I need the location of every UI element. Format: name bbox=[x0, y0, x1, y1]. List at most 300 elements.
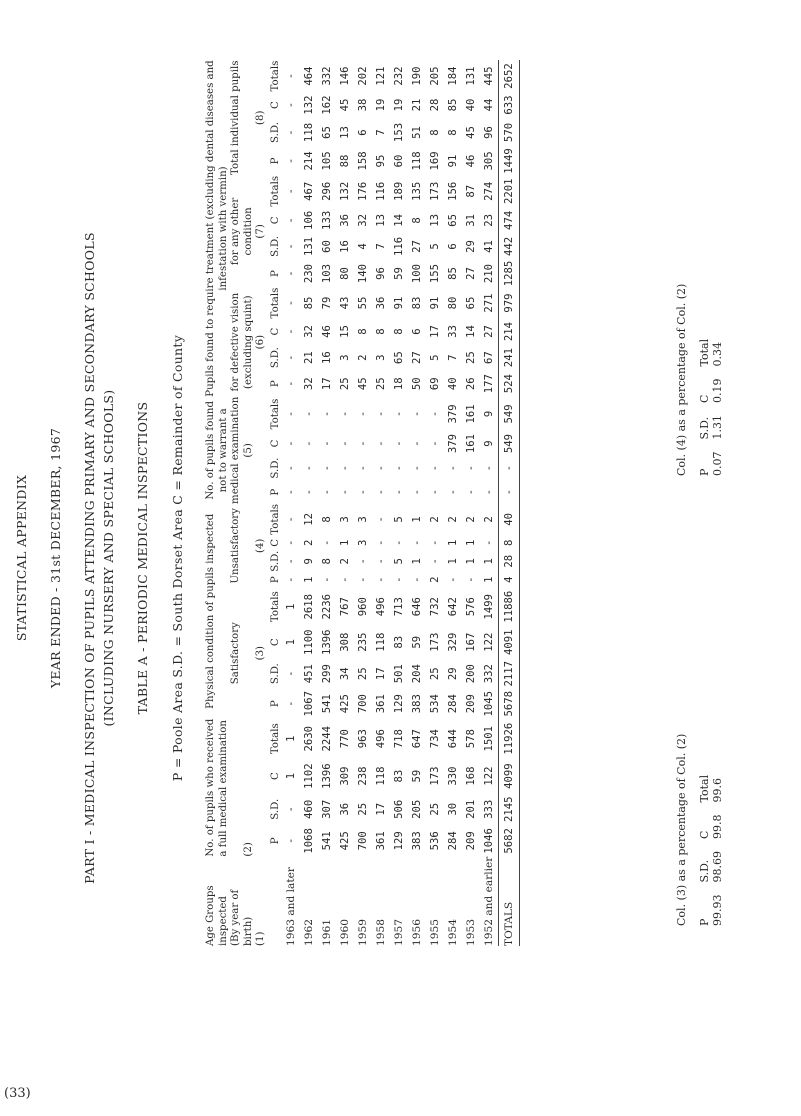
col7-cell: 60 bbox=[321, 240, 333, 253]
col4-header-line bbox=[243, 504, 256, 588]
col3-cell: 1045 bbox=[483, 690, 495, 717]
col3-cell: 25 bbox=[429, 667, 441, 681]
note-col4-title: Col. (4) as a percentage of Col. (2) bbox=[675, 283, 688, 476]
col4-cell: - bbox=[339, 576, 351, 583]
col6-cell: 36 bbox=[375, 296, 387, 310]
col4-cell: 8 bbox=[321, 516, 333, 523]
col5-cell: - bbox=[339, 410, 351, 418]
col3-cell: 329 bbox=[447, 632, 459, 652]
col4-cell: - bbox=[483, 539, 495, 546]
table-row bbox=[390, 60, 408, 946]
col4-cell: 2 bbox=[447, 516, 459, 523]
col3-cell: 235 bbox=[357, 632, 369, 652]
table-row bbox=[426, 60, 444, 946]
note-col3-labels bbox=[698, 763, 711, 926]
col7-cell: 8 bbox=[411, 217, 423, 224]
col8-cell: 131 bbox=[465, 66, 477, 86]
col6-cell: 27 bbox=[483, 325, 495, 338]
col4-cell: - bbox=[429, 558, 441, 565]
col3-cell: 167 bbox=[465, 632, 477, 652]
col7-cell: 135 bbox=[411, 181, 423, 201]
col8-header-line bbox=[243, 60, 256, 175]
table-row bbox=[282, 60, 300, 946]
col5-cell: - bbox=[499, 480, 520, 504]
col5-cell: - bbox=[357, 489, 369, 496]
col8-cell: 46 bbox=[465, 154, 477, 168]
col4-cell: - bbox=[285, 516, 297, 523]
col3-cell: 732 bbox=[429, 597, 441, 617]
col8-cell: 85 bbox=[447, 98, 459, 112]
col8-cell: 205 bbox=[429, 66, 441, 86]
col7-cell: 1285 bbox=[499, 259, 520, 287]
col2-cell: 1046 bbox=[483, 828, 495, 854]
col6-cell: 85 bbox=[303, 296, 315, 310]
col7-cell: 5 bbox=[429, 243, 441, 250]
col2-cell: 1501 bbox=[483, 725, 495, 752]
col7-cell: 173 bbox=[429, 181, 441, 201]
table-row bbox=[318, 60, 336, 946]
col8-cell: 45 bbox=[465, 126, 477, 139]
age-group-cell: 1953 bbox=[465, 919, 477, 946]
note-value: 98.69 bbox=[711, 851, 724, 883]
col6-sub-sd: S.D. bbox=[269, 347, 281, 369]
col7-cell: 189 bbox=[393, 181, 405, 201]
col5-cell: - bbox=[429, 464, 441, 472]
table-row bbox=[408, 60, 426, 946]
col3-cell: - bbox=[285, 670, 297, 677]
col2-header-line: a full medical examination bbox=[217, 720, 229, 857]
col7-cell: 27 bbox=[465, 267, 477, 280]
col4-cell: 5 bbox=[393, 516, 405, 523]
col7-cell: 85 bbox=[447, 267, 459, 280]
col8-cell: - bbox=[285, 72, 297, 80]
col2-cell: 2145 bbox=[499, 793, 520, 825]
col5-cell: - bbox=[375, 464, 387, 472]
col8-cell: 8 bbox=[447, 129, 459, 136]
col2-cell: 36 bbox=[339, 802, 351, 816]
age-sub-blank bbox=[268, 857, 283, 946]
col5-cell: - bbox=[483, 489, 495, 496]
col2-cell: 1068 bbox=[303, 828, 315, 854]
col2-cell: 541 bbox=[321, 831, 333, 851]
col6-cell: 3 bbox=[339, 354, 351, 361]
col6-cell: 8 bbox=[375, 328, 387, 335]
col5-cell: - bbox=[393, 489, 405, 496]
col4-cell: 1 bbox=[483, 558, 495, 565]
col8-cell: 570 bbox=[499, 118, 520, 146]
col6-cell: 5 bbox=[429, 354, 441, 361]
col3-cell: 83 bbox=[393, 635, 405, 649]
col4-cell: 3 bbox=[357, 539, 369, 546]
col6-cell: - bbox=[285, 354, 297, 361]
col5-cell: - bbox=[321, 464, 333, 472]
col4-cell: - bbox=[393, 576, 405, 583]
col5-cell: - bbox=[447, 464, 459, 472]
col8-cell: 51 bbox=[411, 126, 423, 139]
col3-cell: 173 bbox=[429, 632, 441, 652]
col8-cell: 60 bbox=[393, 154, 405, 168]
col4-cell: 1 bbox=[465, 539, 477, 546]
col3-sub-p: P bbox=[269, 700, 281, 708]
note-value: 0.19 bbox=[711, 378, 724, 403]
col2-cell: 30 bbox=[447, 802, 459, 816]
col6-cell: 18 bbox=[393, 377, 405, 391]
col5-cell: - bbox=[321, 440, 333, 447]
treatment-header-line: Pupils found to require treatment (excluding dental diseases and bbox=[205, 60, 216, 397]
col5-header-line: No. of pupils found bbox=[205, 401, 216, 500]
col8-cell: 445 bbox=[483, 66, 495, 86]
col4-sub-totals: Totals bbox=[269, 503, 281, 535]
age-header-line: (By year of bbox=[230, 889, 241, 946]
col3-cell: 17 bbox=[375, 667, 387, 681]
col2-cell: 1396 bbox=[321, 763, 333, 789]
col7-sub-sd: S.D. bbox=[269, 236, 281, 257]
col6-cell: 80 bbox=[447, 296, 459, 310]
col6-cell: 21 bbox=[303, 351, 315, 364]
age-group-cell: 1954 bbox=[447, 919, 459, 946]
col6-cell: 524 bbox=[499, 371, 520, 397]
col3-sub-c: C bbox=[269, 638, 281, 647]
treatment-header bbox=[205, 60, 230, 396]
col2-cell: 578 bbox=[465, 729, 477, 749]
col7-cell: 65 bbox=[447, 213, 459, 227]
col2-cell: 770 bbox=[339, 729, 351, 749]
col7-cell: 36 bbox=[339, 213, 351, 227]
col5-cell: 9 bbox=[483, 440, 495, 447]
col8-header-line: (8) bbox=[255, 110, 266, 125]
col7-cell: 274 bbox=[483, 181, 495, 201]
note-label: P bbox=[698, 468, 711, 476]
col7-sub-p: P bbox=[269, 270, 281, 277]
col7-cell: 31 bbox=[465, 213, 477, 227]
col7-cell: 2201 bbox=[499, 175, 520, 207]
col3-cell: 11886 bbox=[499, 588, 520, 626]
col4-cell: 1 bbox=[411, 516, 423, 523]
col5-cell: - bbox=[285, 440, 297, 447]
col2-cell: 536 bbox=[429, 831, 441, 851]
col4-cell: - bbox=[285, 539, 297, 546]
note-value: 0.07 bbox=[711, 451, 724, 476]
col5-cell: - bbox=[393, 440, 405, 447]
note-value: 99.8 bbox=[711, 814, 724, 839]
col3-cell: 122 bbox=[483, 632, 495, 652]
col4-cell: 1 bbox=[465, 558, 477, 565]
col7-header bbox=[230, 175, 268, 287]
age-group-cell: 1959 bbox=[357, 919, 369, 946]
col7-cell: 59 bbox=[393, 267, 405, 280]
col7-cell: 29 bbox=[465, 240, 477, 253]
col7-cell: 116 bbox=[393, 236, 405, 257]
col3-cell: 200 bbox=[465, 664, 477, 684]
col5-cell: - bbox=[321, 410, 333, 418]
col6-cell: 271 bbox=[483, 293, 495, 313]
table-row bbox=[444, 60, 462, 946]
col2-sub-c: C bbox=[269, 772, 281, 780]
col6-cell: 79 bbox=[321, 296, 333, 310]
col6-cell: 979 bbox=[499, 288, 520, 319]
col2-sub-sd: S.D. bbox=[269, 798, 281, 820]
age-header-line: (1) bbox=[255, 931, 266, 946]
col6-cell: 214 bbox=[499, 319, 520, 345]
col6-cell: 241 bbox=[499, 345, 520, 371]
col3-header-line: (3) bbox=[255, 645, 266, 661]
col7-cell: 6 bbox=[447, 243, 459, 250]
col6-cell: 8 bbox=[393, 328, 405, 335]
col6-cell: 45 bbox=[357, 377, 369, 391]
col8-cell: 169 bbox=[429, 151, 441, 171]
col7-cell: 467 bbox=[303, 181, 315, 201]
table-row bbox=[480, 60, 499, 946]
col3-cell: 501 bbox=[393, 664, 405, 684]
col2-cell: 5682 bbox=[499, 825, 520, 857]
col3-cell: 118 bbox=[375, 632, 387, 652]
col2-header bbox=[205, 719, 268, 857]
col2-cell: 25 bbox=[429, 802, 441, 816]
col7-cell: 155 bbox=[429, 263, 441, 284]
col4-cell: 9 bbox=[303, 558, 315, 565]
col7-cell: - bbox=[285, 243, 297, 250]
col8-cell: 6 bbox=[357, 129, 369, 136]
col4-cell: 5 bbox=[393, 558, 405, 565]
col2-cell: 963 bbox=[357, 729, 369, 749]
periodic-medical-inspections-table bbox=[205, 60, 520, 946]
col8-cell: 7 bbox=[375, 129, 387, 136]
col6-cell: 3 bbox=[375, 354, 387, 361]
col5-cell: 379 bbox=[447, 404, 459, 424]
col5-cell: - bbox=[303, 440, 315, 447]
col6-cell: 91 bbox=[429, 296, 441, 310]
col5-cell: - bbox=[465, 464, 477, 472]
col3-cell: 59 bbox=[411, 635, 423, 649]
col8-cell: 332 bbox=[321, 66, 333, 86]
col5-cell: - bbox=[339, 440, 351, 447]
col8-cell: 105 bbox=[321, 151, 333, 171]
col3-header bbox=[230, 588, 268, 719]
col5-cell: - bbox=[465, 489, 477, 496]
col8-cell: 88 bbox=[339, 154, 351, 168]
note-col4 bbox=[675, 284, 724, 476]
col2-cell: 129 bbox=[393, 831, 405, 851]
col8-cell: - bbox=[285, 129, 297, 136]
col2-cell: 11926 bbox=[499, 719, 520, 759]
col2-sub-totals: Totals bbox=[269, 723, 281, 755]
age-group-cell: 1960 bbox=[339, 919, 351, 946]
title-part-one: PART I - MEDICAL INSPECTION OF PUPILS ATTENDING PRIMARY AND SECONDARY SCHOOLS bbox=[82, 232, 97, 884]
col4-cell: 1 bbox=[447, 539, 459, 546]
col5-cell: - bbox=[285, 410, 297, 418]
table-row bbox=[354, 60, 372, 946]
note-value: 99.93 bbox=[711, 894, 724, 926]
col6-cell: 25 bbox=[339, 377, 351, 391]
col8-cell: 162 bbox=[321, 95, 333, 115]
col2-cell: 333 bbox=[483, 799, 495, 819]
col8-cell: 232 bbox=[393, 66, 405, 86]
col3-cell: 204 bbox=[411, 664, 423, 684]
col6-cell: 6 bbox=[411, 328, 423, 335]
col7-cell: 442 bbox=[499, 233, 520, 259]
col4-cell: 1 bbox=[447, 558, 459, 565]
col8-cell: 153 bbox=[393, 122, 405, 143]
age-group-cell: 1958 bbox=[375, 919, 387, 946]
col3-cell: 2117 bbox=[499, 659, 520, 689]
col4-cell: - bbox=[465, 576, 477, 583]
col4-cell: - bbox=[321, 576, 333, 583]
col8-cell: 19 bbox=[375, 98, 387, 112]
table-row bbox=[372, 60, 390, 946]
col7-cell: 14 bbox=[393, 213, 405, 227]
col4-cell: - bbox=[357, 576, 369, 583]
col3-header-line: Satisfactory bbox=[230, 622, 241, 685]
col3-cell: 1 bbox=[285, 639, 297, 646]
note-label: C bbox=[698, 830, 711, 839]
col5-cell: 549 bbox=[499, 397, 520, 431]
col8-cell: - bbox=[285, 101, 297, 109]
col7-cell: - bbox=[285, 270, 297, 277]
col7-cell: - bbox=[285, 188, 297, 195]
col8-cell: 190 bbox=[411, 66, 423, 86]
col7-cell: 230 bbox=[303, 263, 315, 284]
col3-cell: 361 bbox=[375, 694, 387, 714]
col8-cell: 118 bbox=[303, 122, 315, 143]
col6-cell: 26 bbox=[465, 377, 477, 391]
col3-cell: 308 bbox=[339, 632, 351, 652]
col7-cell: 16 bbox=[339, 240, 351, 253]
col6-cell: - bbox=[285, 299, 297, 307]
col8-cell: 464 bbox=[303, 66, 315, 86]
col8-cell: 21 bbox=[411, 98, 423, 112]
col8-cell: 118 bbox=[411, 151, 423, 171]
col8-cell: 305 bbox=[483, 151, 495, 171]
col4-header bbox=[230, 504, 268, 588]
col8-cell: 91 bbox=[447, 154, 459, 168]
col5-cell: - bbox=[357, 410, 369, 418]
col6-cell: 25 bbox=[375, 377, 387, 391]
col5-header bbox=[205, 397, 268, 504]
col8-cell: 65 bbox=[321, 126, 333, 139]
note-label: Total bbox=[698, 774, 711, 803]
col2-cell: 122 bbox=[483, 766, 495, 786]
col8-cell: 13 bbox=[339, 126, 351, 139]
col3-sub-sd: S.D. bbox=[269, 663, 281, 685]
col4-cell: - bbox=[375, 539, 387, 546]
col6-header bbox=[230, 288, 268, 397]
col5-cell: - bbox=[393, 410, 405, 418]
col6-header-line: (6) bbox=[255, 334, 266, 350]
col7-cell: 474 bbox=[499, 207, 520, 233]
col2-cell: 4099 bbox=[499, 759, 520, 794]
col2-cell: - bbox=[285, 806, 297, 813]
col4-cell: - bbox=[285, 558, 297, 565]
col6-cell: 32 bbox=[303, 377, 315, 391]
col5-cell: - bbox=[339, 464, 351, 472]
col4-cell: 3 bbox=[339, 516, 351, 523]
col2-sub-p: P bbox=[269, 837, 281, 845]
col8-sub-sd: S.D. bbox=[269, 122, 281, 143]
col5-cell: - bbox=[285, 464, 297, 472]
physical-condition-header: Physical condition of pupils inspected bbox=[205, 513, 216, 709]
col4-cell: 1 bbox=[339, 539, 351, 546]
page-number: (33) bbox=[4, 1086, 31, 1101]
col6-sub-c: C bbox=[269, 327, 281, 336]
col4-cell: 2 bbox=[303, 539, 315, 546]
col2-cell: - bbox=[285, 837, 297, 845]
col2-cell: 496 bbox=[375, 729, 387, 749]
col2-cell: 330 bbox=[447, 766, 459, 786]
table-row bbox=[300, 60, 318, 946]
col8-cell: 28 bbox=[429, 98, 441, 112]
col7-sub-totals: Totals bbox=[269, 175, 281, 207]
col3-cell: 496 bbox=[375, 597, 387, 617]
col7-cell: 103 bbox=[321, 263, 333, 284]
col8-cell: 121 bbox=[375, 66, 387, 86]
col3-header-line bbox=[243, 588, 256, 719]
col5-cell: - bbox=[303, 464, 315, 472]
col7-cell: 23 bbox=[483, 213, 495, 227]
area-legend: P = Poole Area S.D. = South Dorset Area C = Remainder of County bbox=[170, 334, 185, 782]
col8-cell: 8 bbox=[429, 129, 441, 136]
col6-cell: 65 bbox=[465, 296, 477, 310]
note-label: C bbox=[698, 394, 711, 403]
col2-header-line: No. of pupils who received bbox=[205, 718, 216, 857]
col3-cell: 1 bbox=[285, 603, 297, 610]
col3-cell: 1499 bbox=[483, 593, 495, 620]
table-row bbox=[336, 60, 354, 946]
title-statistical-appendix: STATISTICAL APPENDIX bbox=[14, 474, 29, 642]
col5-cell: - bbox=[321, 489, 333, 496]
col4-cell: 1 bbox=[303, 576, 315, 583]
col3-cell: 284 bbox=[447, 694, 459, 714]
col4-cell: 2 bbox=[429, 576, 441, 583]
col3-cell: 541 bbox=[321, 694, 333, 714]
col7-cell: 116 bbox=[375, 181, 387, 201]
col7-cell: 106 bbox=[303, 210, 315, 230]
col3-cell: 4091 bbox=[499, 626, 520, 659]
col7-cell: 13 bbox=[375, 213, 387, 227]
col8-header bbox=[230, 60, 268, 175]
col4-cell: - bbox=[411, 576, 423, 583]
col5-sub-sd: S.D. bbox=[269, 457, 281, 479]
col3-cell: 700 bbox=[357, 694, 369, 714]
col6-cell: 69 bbox=[429, 377, 441, 391]
col2-cell: 1102 bbox=[303, 763, 315, 789]
col8-cell: 214 bbox=[303, 151, 315, 171]
col2-cell: 173 bbox=[429, 766, 441, 786]
col6-cell: 32 bbox=[303, 325, 315, 338]
col8-cell: 38 bbox=[357, 98, 369, 112]
col6-cell: 16 bbox=[321, 351, 333, 364]
col3-cell: 209 bbox=[465, 694, 477, 714]
col5-cell: - bbox=[411, 489, 423, 496]
col4-cell: 40 bbox=[499, 504, 520, 535]
col4-sub-sd: S.D. bbox=[269, 550, 281, 572]
col4-cell: 2 bbox=[339, 558, 351, 565]
col8-cell: 2652 bbox=[499, 60, 520, 92]
col2-cell: 284 bbox=[447, 831, 459, 851]
col7-cell: 32 bbox=[357, 213, 369, 227]
col6-cell: 27 bbox=[411, 351, 423, 364]
col4-cell: 28 bbox=[499, 551, 520, 572]
col4-cell: - bbox=[447, 576, 459, 583]
col6-cell: 40 bbox=[447, 377, 459, 391]
col5-cell: 161 bbox=[465, 404, 477, 424]
col3-cell: 767 bbox=[339, 597, 351, 617]
col7-cell: 7 bbox=[375, 243, 387, 250]
col6-cell: 50 bbox=[411, 377, 423, 391]
col3-cell: 29 bbox=[447, 667, 459, 681]
col3-cell: 646 bbox=[411, 597, 423, 617]
col7-cell: 96 bbox=[375, 267, 387, 280]
col5-cell: - bbox=[429, 440, 441, 447]
